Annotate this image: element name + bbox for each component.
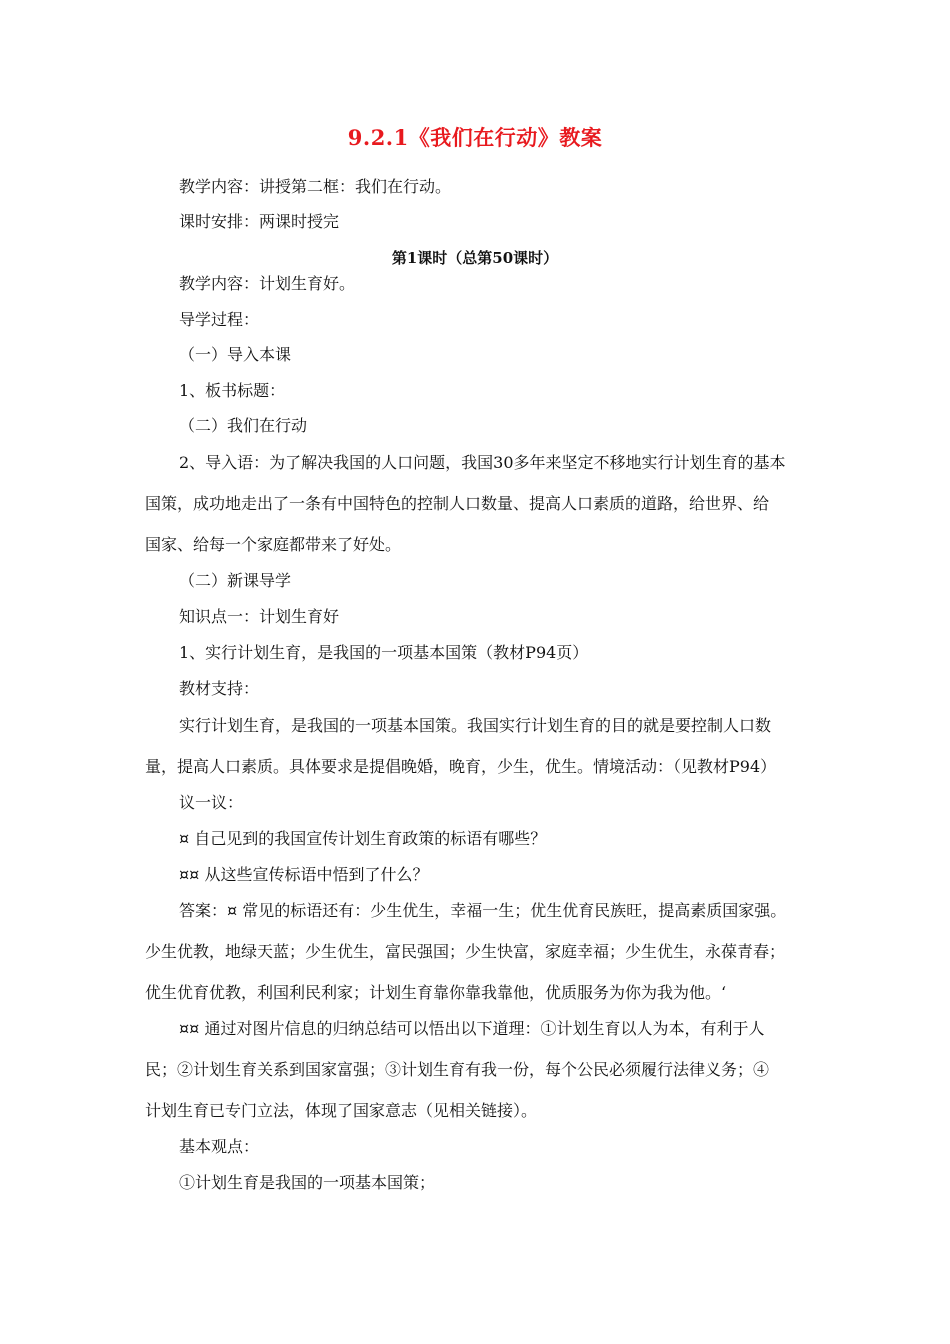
paragraph-line: 国策，成功地走出了一条有中国特色的控制人口数量、提高人口素质的道路，给世界、给 [145, 494, 770, 513]
paragraph-line: 1、板书标题： [179, 381, 286, 400]
answer-line: 民；②计划生育关系到国家富强；③计划生育有我一份，每个公民必须履行法律义务；④ [145, 1060, 770, 1079]
answer-line: 优生优育优教，利国利民利家；计划生育靠你靠我靠他，优质服务为你为我为他。‘ [145, 983, 727, 1002]
basic-viewpoints-heading: 基本观点： [179, 1137, 260, 1156]
paragraph-line: 量，提高人口素质。具体要求是提倡晚婚，晚育，少生，优生。情境活动：（见教材P94） [145, 757, 777, 776]
paragraph-line: 国家、给每一个家庭都带来了好处。 [145, 535, 402, 554]
section-heading: （二）新课导学 [179, 571, 292, 590]
paragraph-line: 教材支持： [179, 679, 260, 698]
schedule-line: 课时安排：两课时授完 [179, 212, 340, 231]
section-heading: （一）导入本课 [179, 345, 292, 364]
knowledge-point-heading: 知识点一：计划生育好 [179, 607, 340, 626]
teaching-content-line: 教学内容：讲授第二框：我们在行动。 [179, 177, 452, 196]
answer-line: 计划生育已专门立法，体现了国家意志（见相关链接）。 [145, 1101, 538, 1120]
section-heading: （二）我们在行动 [179, 416, 308, 435]
lesson-content-line: 教学内容：计划生育好。 [179, 274, 356, 293]
paragraph-line: 1、实行计划生育，是我国的一项基本国策（教材P94页） [179, 643, 589, 662]
document-title: 9.2.1《我们在行动》教案 [347, 125, 603, 150]
viewpoint-item: ①计划生育是我国的一项基本国策； [179, 1173, 436, 1192]
paragraph-line: 实行计划生育，是我国的一项基本国策。我国实行计划生育的目的就是要控制人口数 [179, 716, 772, 735]
process-heading: 导学过程： [179, 310, 260, 329]
answer-line: 少生优教，地绿天蓝；少生优生，富民强国；少生快富，家庭幸福；少生优生，永葆青春； [145, 942, 786, 961]
answer-line: 答案：¤ 常见的标语还有：少生优生，幸福一生；优生优育民族旺，提高素质国家强。 [179, 901, 787, 920]
paragraph-line: 2、导入语：为了解决我国的人口问题，我国30多年来坚定不移地实行计划生育的基本 [179, 453, 786, 472]
question-line: ¤¤ 从这些宣传标语中悟到了什么？ [179, 865, 429, 884]
answer-line: ¤¤ 通过对图片信息的归纳总结可以悟出以下道理：①计划生育以人为本，有利于人 [179, 1019, 765, 1038]
question-line: ¤ 自己见到的我国宣传计划生育政策的标语有哪些？ [179, 829, 547, 848]
discussion-heading: 议一议： [179, 793, 244, 812]
lesson-heading: 第1课时（总第50课时） [391, 249, 559, 267]
